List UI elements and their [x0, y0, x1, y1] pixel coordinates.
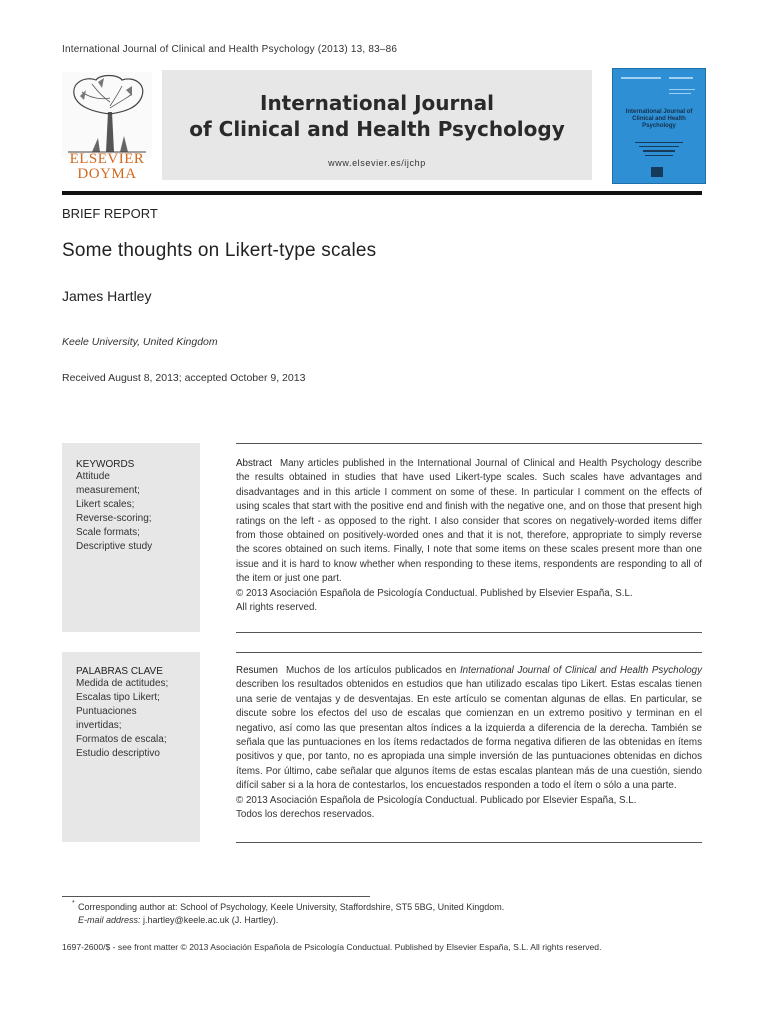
journal-title-line2: of Clinical and Health Psychology — [189, 117, 565, 141]
palabra-clave-item: Escalas tipo Likert; — [76, 692, 160, 703]
cover-decoration — [621, 77, 661, 79]
resumen-copyright: © 2013 Asociación Española de Psicología Conductual. Publicado por Elsevier España, S.L. — [236, 794, 637, 806]
masthead — [62, 66, 702, 182]
palabra-clave-item: invertidas; — [76, 720, 122, 731]
abstract-block — [236, 457, 702, 615]
cover-decoration — [669, 93, 691, 94]
palabra-clave-item: Medida de actitudes; — [76, 678, 169, 689]
cover-title: International Journal of Clinical and Health Psychology — [625, 109, 693, 129]
resumen-block — [236, 664, 702, 822]
abstract-copyright: © 2013 Asociación Española de Psicología Conductual. Published by Elsevier España, S.L. — [236, 587, 633, 599]
keywords-heading: KEYWORDS — [76, 459, 135, 470]
running-head: International Journal of Clinical and Health Psychology (2013) 13, 83–86 — [62, 44, 398, 55]
front-matter-line: 1697-2600/$ - see front matter © 2013 Asociación Española de Psicología Conductual. Published by Elsevier España, S.L. All rights reserved. — [62, 942, 602, 952]
cover-text-lines — [635, 139, 683, 161]
palabras-clave-box — [62, 652, 200, 842]
resumen-top-rule — [236, 652, 702, 653]
keyword-item: Likert scales; — [76, 499, 135, 510]
cover-decoration — [669, 89, 695, 90]
abstract-top-rule — [236, 443, 702, 444]
resumen-text: describen los resultados obtenidos en estudios que han utilizado escalas tipo Likert. Estas escalas tienen una serie de ventajas y de desventajas. En este artículo se comentan algunas de ellas. En particular, se discute sobre los efectos del uso de escalas que comienzan en un extremo positivo y terminan en el negativo, así como las que presentan altos índices a la izquierda a diferencia de la derecha. También se señala que las puntuaciones en los ítems redactados de forma negativa difieren de las obtenidas en ítems positivos y que, por tanto, no es apropiada una simple inversión de las puntuaciones obtenidas en dichos ítems. Por último, cabe señalar que algunos ítems de estas escalas plantean más de una cuestión, siendo difícil saber si a la hora de contestarlos, los encuestados responden a todo el ítem o sólo a una parte. — [236, 679, 702, 792]
publisher-name-line1: ELSEVIER — [69, 151, 145, 167]
keyword-item: Descriptive study — [76, 541, 153, 552]
resumen-bottom-rule — [236, 842, 702, 843]
journal-title-panel — [162, 70, 592, 180]
palabra-clave-item: Estudio descriptivo — [76, 748, 160, 759]
elsevier-tree-icon — [62, 72, 152, 158]
resumen-rights: Todos los derechos reservados. — [236, 809, 375, 821]
author-name: James Hartley — [62, 288, 152, 304]
corresponding-author-note: Corresponding author at: School of Psychology, Keele University, Staffordshire, ST5 5BG, United Kingdom. — [78, 902, 505, 912]
email-label: E-mail address: — [78, 915, 141, 925]
cover-logo-icon — [651, 167, 663, 177]
abstract-text: Many articles published in the International Journal of Clinical and Health Psychology describe the results obtained in studies that have used Likert-type scales. Such scales have advantages and disadvantages and in this article I comment on some of these. In particular I comment on the effects of using scales that start with the positive end and finish with the negative one, and on those that present high ratings on the left - as opposed to the right. I also consider that scores on negatively-worded items differ from those obtained on positively-worded ones and that it is not, therefore, appropriate to simply reverse the scores obtained on such items. Finally, I note that some items on these scales present more than one issue and it is hard to know whether when responding to these items, respondents are responding to all of the item or just one part. — [236, 458, 702, 585]
footnote-rule — [62, 896, 370, 897]
journal-cover-thumbnail — [612, 68, 706, 184]
keyword-item: Reverse-scoring; — [76, 513, 152, 524]
publisher-name-line2: DOYMA — [77, 166, 137, 182]
email-note — [78, 915, 278, 925]
journal-title-line1: International Journal — [260, 91, 494, 115]
keyword-item: Scale formats; — [76, 527, 140, 538]
abstract-bottom-rule — [236, 632, 702, 633]
abstract-rights: All rights reserved. — [236, 602, 318, 614]
elsevier-logo — [62, 66, 152, 182]
resumen-intro: Muchos de los artículos publicados en — [285, 665, 457, 676]
resumen-journal-name: International Journal of Clinical and Health Psychology — [459, 665, 702, 676]
email-link[interactable]: j.hartley@keele.ac.uk (J. Hartley). — [143, 915, 279, 925]
palabra-clave-item: Formatos de escala; — [76, 734, 167, 745]
received-dates: Received August 8, 2013; accepted October 9, 2013 — [62, 372, 306, 384]
header-rule — [62, 191, 702, 195]
author-affiliation: Keele University, United Kingdom — [62, 336, 218, 348]
abstract-label: Abstract — [236, 458, 272, 469]
keyword-item: Attitude — [76, 471, 110, 482]
cover-decoration — [669, 77, 693, 79]
palabra-clave-item: Puntuaciones — [76, 706, 137, 717]
palabras-clave-heading: PALABRAS CLAVE — [76, 666, 163, 677]
footnote-marker: * — [72, 900, 75, 907]
keywords-box — [62, 443, 200, 632]
elsevier-wordmark — [62, 152, 152, 182]
resumen-label: Resumen — [236, 665, 278, 676]
article-title: Some thoughts on Likert-type scales — [62, 240, 377, 261]
keyword-item: measurement; — [76, 485, 140, 496]
journal-title — [162, 90, 592, 142]
journal-url-link[interactable]: www.elsevier.es/ijchp — [328, 158, 426, 168]
article-type: BRIEF REPORT — [62, 206, 158, 221]
